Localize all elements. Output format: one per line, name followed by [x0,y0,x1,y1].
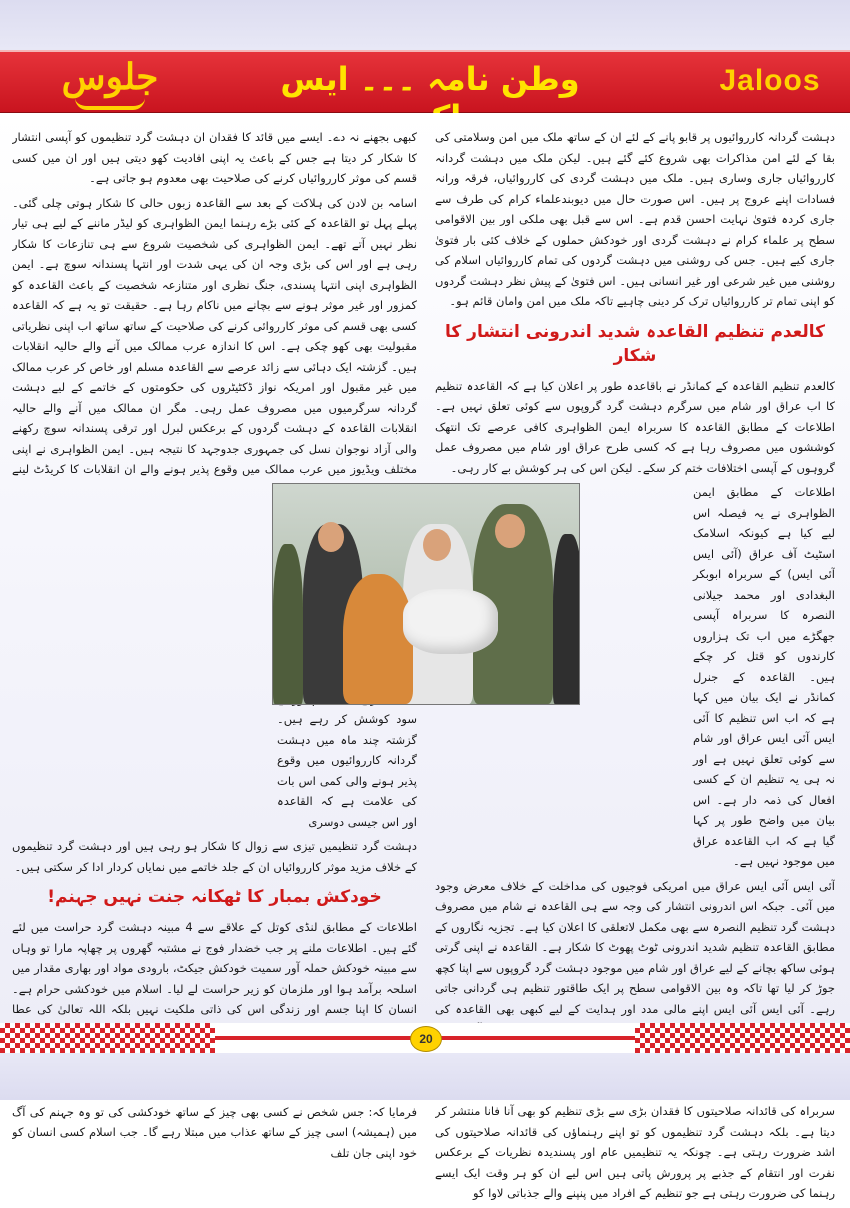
checker-pattern-left [0,1023,215,1053]
page-number: 20 [410,1026,442,1052]
page-masthead: وطن نامہ ۔۔۔ ایس [280,60,580,98]
article-paragraph: اطلاعات کے مطابق لنڈی کوتل کے علاقے سے 4 مبینہ دہشت گرد حراست میں لئے گئے ہیں۔ اطلاعات ملنے پر جب خضدار فوج نے مشتبہ گھروں پر چھاپہ مارا تو وہاں سے مبینہ خودکش حملہ آور سمیت خودکش جیکٹ، بارودی مواد اور بھاری مقدار میں اسلحہ برآمد ہوا اور ملزمان کو زیر حراست لے لیا۔ اسلام میں خودکشی حرام ہے۔ انسان کا اپنا جسم اور زندگی اس کی ذاتی ملکیت نہیں بلکہ اللہ تعالیٰ کی عطا فرمایا کہ: جس شخص نے کسی بھی چیز کے ساتھ خودکشی کی تو وہ جہنم کی آگ میں (ہمیشہ) اسی چیز کے ساتھ عذاب میں مبتلا رہے گا۔ جب اسلام کسی انسان کو خود اپنی جان تلف [12,920,417,1160]
brand-name: Jaloos [719,64,821,97]
checker-pattern-right [635,1023,850,1053]
news-photo [272,483,580,705]
article-paragraph-narrow: اطلاعات کے مطابق ایمن الظواہری نے یہ فیصلہ اس لیے کیا ہے کیونکہ اسلامک اسٹیٹ آف عراق (آئی ایس آئی ایس) کے سربراہ ابوبکر البغدادی اور محمد جیلانی النصرہ کا سربراہ آپسی جھگڑے میں اب تک ہزاروں کارندوں کو قتل کر چکے ہیں۔ القاعدہ کے جنرل کمانڈر نے ایک بیان میں کہا ہے کہ اب اس تنظیم کا آئی ایس آئی ایس عراق اور شام سے کوئی تعلق نہیں ہے اور نہ ہی یہ تنظیم ان کے کسی افعال کی ذمہ دار ہے۔ اس بیان میں واضح طور پر کہا گیا ہے کہ اب القاعدہ عراق میں موجود نہیں ہے۔ [693,485,835,868]
article-paragraph: اسامہ بن لادن کی ہلاکت کے بعد سے القاعدہ زبوں حالی کا شکار ہوتی چلی گئی۔ پہلے پہل تو القاعدہ کے کئی بڑے رہنما ایمن الظواہری کو لیڈر ماننے کے لیے ہی تیار نظر نہیں آتے تھے۔ ایمن الظواہری کی شخصیت شروع سے ہی تنازعات کا شکار رہی ہے اور اس کی بڑی وجہ ان کی یہی شدت اور انتہا پسندانہ سوچ ہے۔ ایمن الظواہری اپنی انتہا پسندی، جنگ نظری اور متنازعہ شخصیت کے باعث القاعدہ کو کمزور اور غیر موثر ہونے سے بچانے میں ناکام رہا ہے۔ حقیقت تو یہ ہے کہ القاعدہ کسی بھی قسم کی موثر کارروائی کرنے کی صلاحیت کے ساتھ ساتھ اب اپنی نظریاتی مقبولیت بھی کھو چکی ہے۔ اس کا اندازہ عرب ممالک میں آنے والے حالیہ انقلابات ہیں۔ گزشتہ ایک دہائی سے زائد عرصے سے القاعدہ مسلم اور خاص کر عرب ممالک میں غیر مقبول اور امریکہ نواز ڈکٹیٹروں کی حکومتوں کے خاتمے کے لیے دہشت گردانہ سرگرمیوں میں مصروف عمل رہی۔ مگر ان ممالک میں آنے والے حالیہ انقلابات القاعدہ کے دہشت گردوں کے برعکس لبرل اور ترقی پسندانہ سوچ رکھنے والی آزاد نوجوان نسل کی جمہوری جدوجہد کا نتیجہ ہیں۔ ایمن الظواہری نے اپنی مختلف ویڈیوز میں عرب ممالک میں وقوع پذیر ہونے والے ان انقلابات کا کریڈٹ لینے [12,195,417,476]
page-footer [0,1023,850,1053]
logo-swoosh-icon [75,98,145,110]
header-banner [0,50,850,115]
article-paragraph: آئی ایس آئی ایس عراق میں امریکی فوجیوں کی مداخلت کے خلاف معرض وجود میں آئی۔ جبکہ اس اندرونی انتشار کی وجہ سے ہی القاعدہ نے شام میں مصروف دہشت گرد تنظیم النصرہ سے بھی مکمل لاتعلقی کا اعلان کیا ہے۔ تجزیہ نگاروں کے مطابق القاعدہ تنظیم شدید اندرونی ٹوٹ پھوٹ کا شکار ہے۔ القاعدہ نے اپنی گرتی ہوئی ساکھ بچانے کے لیے عراق اور شام میں موجود دہشت گرد گروپوں سے اپنا کچھ جوڑ کر لیا تھا تاکہ وہ بین الاقوامی سطح پر ایک طاقتور تنظیم ہی گردانی جاتی رہے۔ آئی ایس آئی ایس اپنے مالی مدد اور ہدایت کے لیے کبھی بھی القاعدہ کی سربراہ کی قائدانہ صلاحیتوں کا فقدان بڑی سے بڑی تنظیم کو بھی آنا فانا منتشر کر دیتا ہے۔ بلکہ دہشت گرد تنظیموں کو تو اپنے رہنماؤں کی قائدانہ صلاحیتوں کی اشد ضرورت رہتی ہے۔ چونکہ یہ تنظیمیں عام اور پسندیدہ نظریات کے برعکس نفرت اور انتقام کے جذبے پر پرورش پاتی ہیں اس لیے ان کو ہر وقت ایک ایسے رہنما کی ضرورت رہتی ہے جو تنظیم کے افراد میں پنپنے والے جذباتی لاوا کو [435,878,835,1200]
article-paragraph: دہشت گردانہ کارروائیوں پر قابو پانے کے لئے ان کے ساتھ ملک میں امن وسلامتی کی بقا کے لئے امن مذاکرات بھی شروع کئے گئے ہیں۔ لیکن ملک میں دہشت گردانہ کارروائیاں جاری وساری ہیں۔ ملک میں دہشت گردی کی کارروائیاں، فرقہ ورانہ فسادات اپنے عروج پر ہیں۔ اس صورت حال میں دیوبندعلماء کرام کی طرف سے جاری کردہ فتویٰ نہایت احسن قدم ہے۔ اس سے قبل بھی ملکی اور بین الاقوامی سطح پر علماء کرام نے دہشت گردی اور خودکش حملوں کے خلاف کئی بار فتویٰ جاری کیے ہیں۔ جس کی روشنی میں دہشت گردوں کی تمام کارروائیاں اسلام کی روشنی میں غیر شرعی اور غیر انسانی ہیں۔ اس فتویٰ کے پیش نظر دہشت گردوں کو اپنی تمام تر کارروائیاں ترک کر دینی چاہیے تاکہ ملک میں امن وامان قائم ہو۔ [435,130,835,308]
section-heading-suicide-bomber: خودکش بمبار کا ٹھکانہ جنت نہیں جہنم! [47,887,382,907]
magazine-logo: جلوس [61,56,159,98]
article-paragraph: دہشت گرد تنظیمیں تیزی سے زوال کا شکار ہو رہی ہیں اور دہشت گرد تنظیموں کے خلاف مزید موثر کارروائیاں ان کے جلد خاتمے میں نمایاں کردار ادا کر سکتی ہیں۔ [12,839,417,874]
top-border-band [0,0,850,50]
article-paragraph-narrow: سود کوشش کر رہے ہیں۔ گزشتہ چند ماہ میں دہشت گردانہ کارروائیوں میں وقوع پذیر ہونے والی کمی اس بات کی علامت ہے کہ القاعدہ اور اس جیسی دوسری [277,712,417,829]
bottom-border-band [0,1053,850,1100]
article-paragraph: کبھی بجھنے نہ دے۔ ایسے میں قائد کا فقدان ان دہشت گرد تنظیموں کو آپسی انتشار کا شکار کر دیتا ہے جس کے باعث یہ اپنی افادیت کھو دیتی ہیں اور ان میں کسی قسم کی موثر کارروائیاں کرنے کی صلاحیت بھی معدوم ہو جاتی ہے۔ [12,130,417,185]
section-heading-alqaeda: کالعدم تنظیم القاعدہ شدید اندرونی انتشار کا شکار [444,321,825,366]
article-paragraph: کالعدم تنظیم القاعدہ کے کمانڈر نے باقاعدہ طور پر اعلان کیا ہے کہ القاعدہ تنظیم کا اب عراق اور شام میں سرگرم دہشت گرد گروپوں سے کوئی تعلق نہیں ہے۔ اطلاعات کے مطابق القاعدہ کا سربراہ ایمن الظواہری کافی عرصے تک انتھک کوششوں میں مصروف رہا ہے کہ کسی طرح عراق اور شام میں مصروف عمل گروہوں کے آپسی اختلافات ختم کر سکے۔ لیکن اس کی ہر کوشش بے کار رہی۔ [435,378,835,475]
